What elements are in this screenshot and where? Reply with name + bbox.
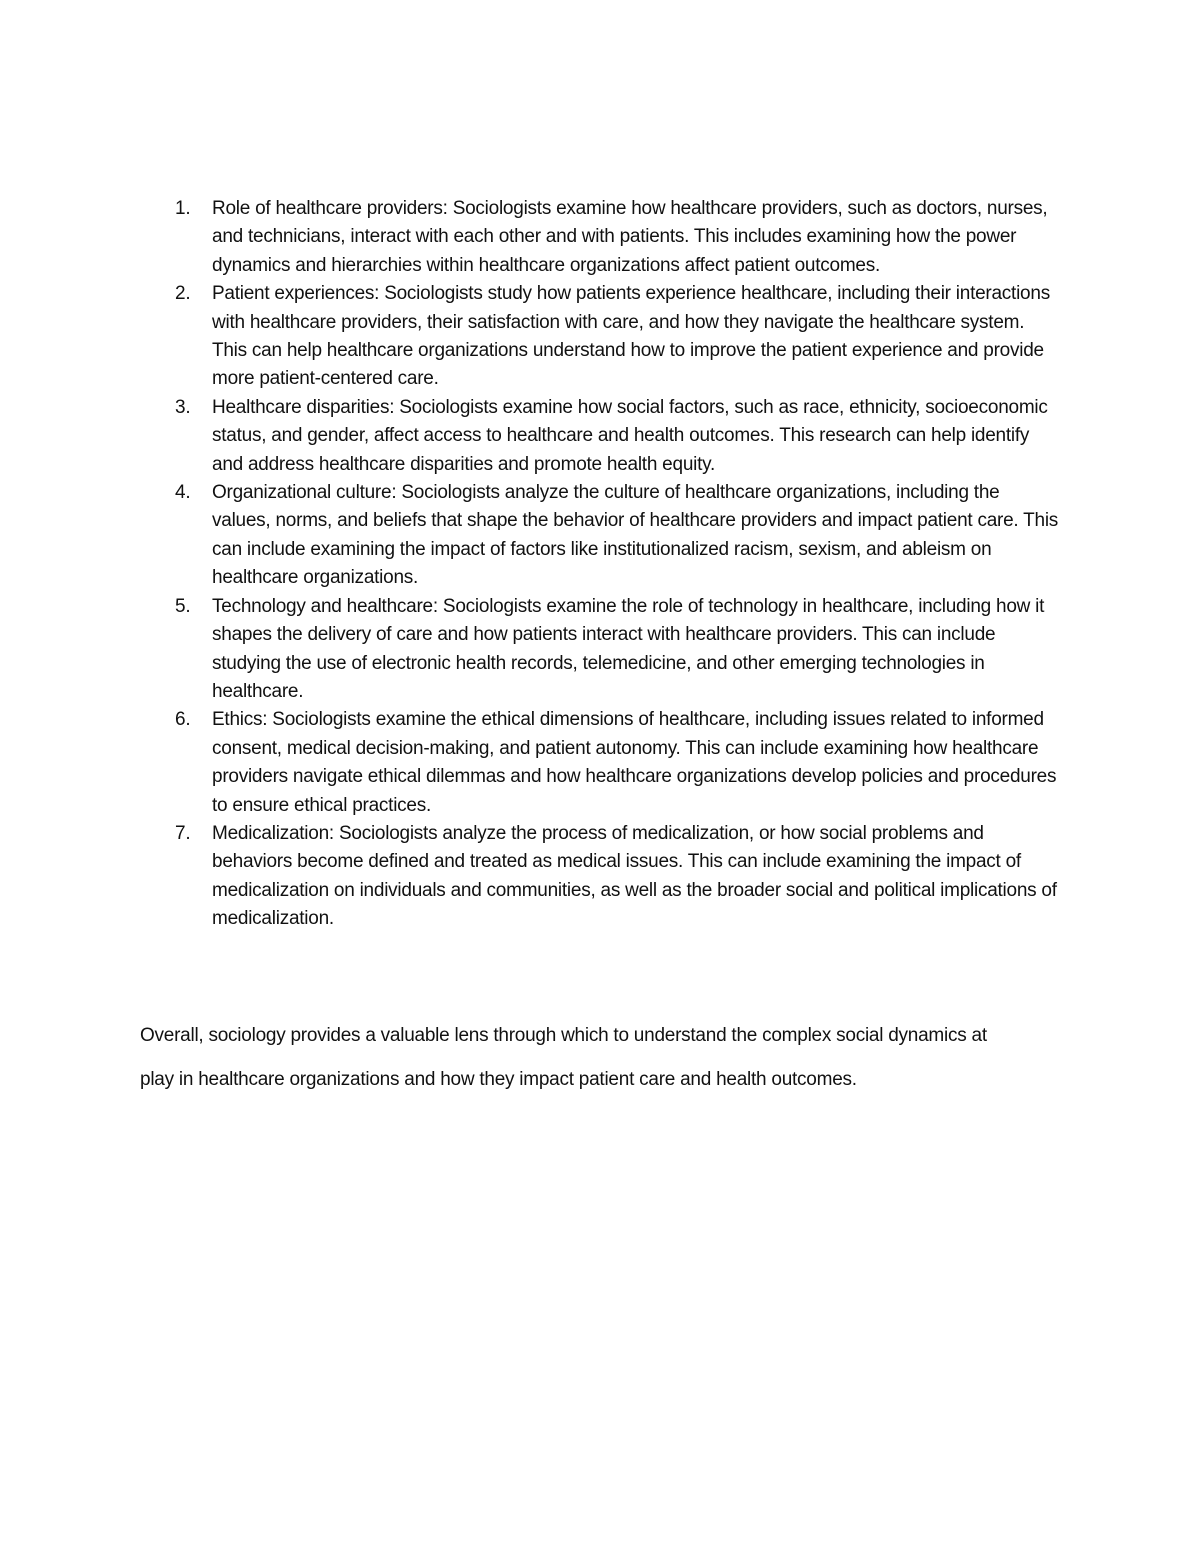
list-item-number: 1. (175, 198, 191, 219)
list-item (175, 195, 1062, 280)
list-item (175, 593, 1062, 707)
list-item-text: Medicalization: Sociologists analyze the process of medicalization, or how social problems and behaviors become defined and treated as medical issues. This can include examining the impact of medicalization on individuals and communities, as well as the broader social and political implications of medicalization. (212, 822, 1057, 930)
list-item-number: 5. (175, 595, 191, 617)
numbered-list (175, 195, 1062, 934)
list-item-text: Patient experiences: Sociologists study how patients experience healthcare, including their interactions with healthcare providers, their satisfaction with care, and how they navigate the healthcare system. This can help healthcare organizations understand how to improve the patient experience and provide more patient-centered care. (212, 283, 1050, 390)
list-item-text: Organizational culture: Sociologists analyze the culture of healthcare organizations, including the values, norms, and beliefs that shape the behavior of healthcare providers and impact patient care. This can include examining the impact of factors like institutionalized racism, sexism, and ableism on healthcare organizations. (212, 482, 1059, 589)
list-item-text: Ethics: Sociologists examine the ethical dimensions of healthcare, including issues related to informed consent, medical decision-making, and patient autonomy. This can include examining how healthcare providers navigate ethical dilemmas and how healthcare organizations develop policies and procedures to ensure ethical practices. (212, 709, 1057, 816)
list-item-text: Technology and healthcare: Sociologists examine the role of technology in healthcare, including how it shapes the delivery of care and how patients interact with healthcare providers. This can include studying the use of electronic health records, telemedicine, and other emerging technologies in healthcare. (212, 595, 1045, 702)
list-item-text: Role of healthcare providers: Sociologists examine how healthcare providers, such as doctors, nurses, and technicians, interact with each other and with patients. This includes examining how the power dynamics and hierarchies within healthcare organizations affect patient outcomes. (212, 198, 1048, 276)
list-item (175, 820, 1062, 934)
summary-paragraph: Overall, sociology provides a valuable lens through which to understand the complex social dynamics at play in healthcare organizations and how they impact patient care and health outcomes. (140, 1025, 987, 1090)
list-item (175, 479, 1062, 593)
list-item (175, 394, 1062, 479)
list-item-text: Healthcare disparities: Sociologists examine how social factors, such as race, ethnicity, socioeconomic status, and gender, affect access to healthcare and health outcomes. This research can help identify and address healthcare disparities and promote health equity. (212, 396, 1048, 475)
list-item-number: 6. (175, 709, 191, 731)
list-item-number: 2. (175, 283, 191, 305)
list-item-number: 4. (175, 482, 191, 504)
list-item-number: 3. (175, 396, 191, 418)
list-item (175, 706, 1062, 820)
list-item (175, 280, 1062, 394)
list-item-number: 7. (175, 822, 191, 844)
